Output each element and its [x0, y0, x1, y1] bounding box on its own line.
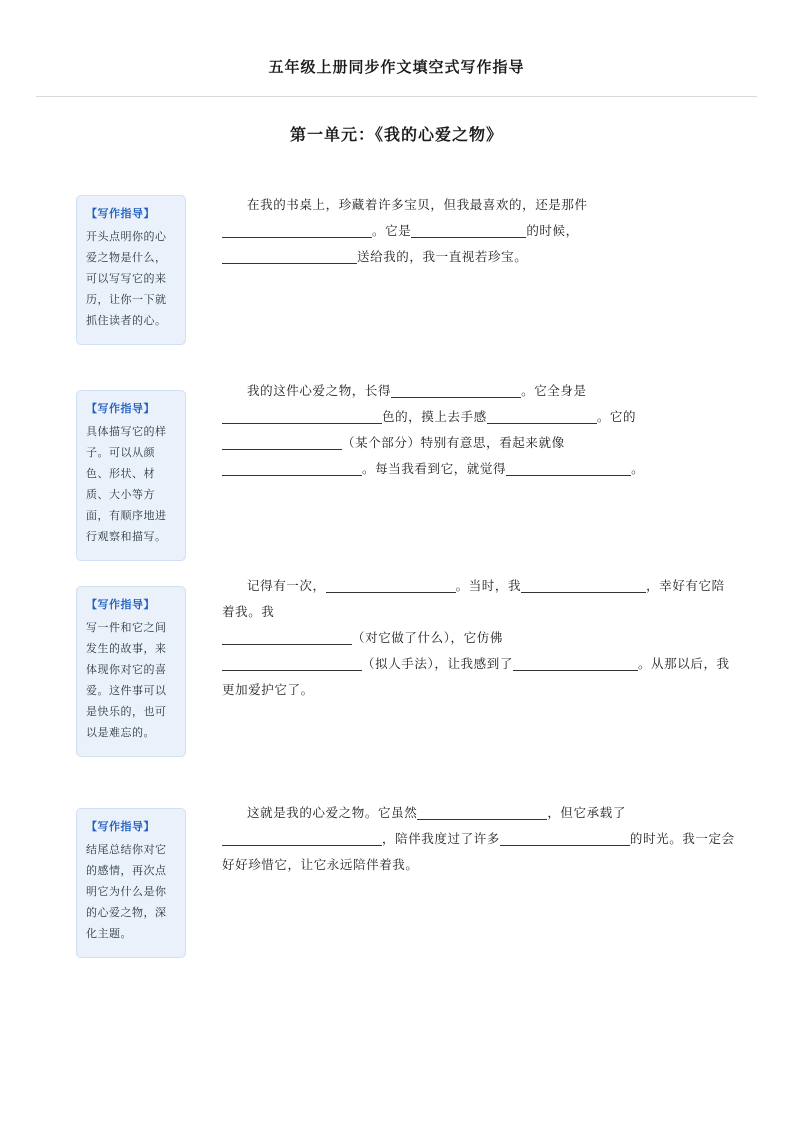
text-run: （对它做了什么），它仿佛 [352, 631, 503, 645]
text-run: 。它全身是 [521, 384, 587, 398]
tip-box-1 [76, 195, 186, 345]
text-run: 。它是 [372, 224, 412, 238]
title-divider [36, 96, 757, 97]
text-run: 记得有一次， [247, 579, 326, 593]
text-run: 。每当我看到它，就觉得 [362, 462, 507, 476]
unit-title: 第一单元：《我的心爱之物》 [289, 127, 503, 144]
fill-blank[interactable] [487, 406, 597, 424]
text-run: ，但它承载了 [547, 806, 626, 820]
text-run: ，幸好有它陪着我。我 [222, 579, 725, 619]
tip-head-2: 【写作指导】 [86, 403, 155, 415]
tip-body-2: 具体描写它的样子。可以从颜色、形状、材质、大小等方面，有顺序地进行观察和描写。 [86, 426, 167, 543]
fill-blank[interactable] [222, 406, 382, 424]
text-run: （拟人手法），让我感到了 [362, 657, 513, 671]
body-text-1 [222, 192, 737, 270]
tip-head-1: 【写作指导】 [86, 208, 155, 220]
text-run: 色的，摸上去手感 [382, 410, 487, 424]
fill-blank[interactable] [411, 220, 526, 238]
fill-blank[interactable] [222, 220, 372, 238]
fill-blank[interactable] [222, 458, 362, 476]
fill-blank[interactable] [222, 246, 357, 264]
fill-blank[interactable] [417, 802, 547, 820]
fill-blank[interactable] [500, 828, 630, 846]
text-run: （某个部分）特别有意思，看起来就像 [342, 436, 565, 450]
fill-blank[interactable] [521, 575, 646, 593]
fill-blank[interactable] [222, 627, 352, 645]
tip-box-2 [76, 390, 186, 561]
text-run: 。当时，我 [455, 579, 522, 593]
text-run: 。它的 [596, 410, 637, 424]
tip-body-3: 写一件和它之间发生的故事，来体现你对它的喜爱。这件事可以是快乐的，也可以是难忘的。 [86, 622, 167, 739]
text-run: 送给我的，我一直视若珍宝。 [357, 250, 528, 264]
text-run: ，陪伴我度过了许多 [382, 832, 500, 846]
fill-blank[interactable] [506, 458, 631, 476]
tip-head-3: 【写作指导】 [86, 599, 155, 611]
text-run: 我的这件心爱之物，长得 [247, 384, 392, 398]
fill-blank[interactable] [326, 575, 456, 593]
page-title: 五年级上册同步作文填空式写作指导 [268, 60, 525, 76]
text-run: 的时候， [526, 224, 579, 238]
text-run: 。从那以后，我更加爱护它了。 [222, 657, 730, 697]
body-text-2 [222, 378, 737, 482]
body-text-4 [222, 800, 737, 878]
tip-box-4 [76, 808, 186, 958]
text-run: 这就是我的心爱之物。它虽然 [247, 806, 418, 820]
fill-blank[interactable] [222, 828, 382, 846]
fill-blank[interactable] [222, 653, 362, 671]
fill-blank[interactable] [391, 380, 521, 398]
tip-head-4: 【写作指导】 [86, 821, 155, 833]
fill-blank[interactable] [513, 653, 638, 671]
text-run: 。 [631, 462, 645, 476]
tip-body-4: 结尾总结你对它的感情，再次点明它为什么是你的心爱之物，深化主题。 [86, 844, 167, 940]
tip-body-1: 开头点明你的心爱之物是什么，可以写写它的来历，让你一下就抓住读者的心。 [86, 231, 167, 327]
tip-box-3 [76, 586, 186, 757]
text-run: 的时光。我一定会好好珍惜它，让它永远陪伴着我。 [222, 832, 735, 872]
text-run: 在我的书桌上，珍藏着许多宝贝，但我最喜欢的，还是那件 [247, 198, 588, 212]
fill-blank[interactable] [222, 432, 342, 450]
body-text-3 [222, 573, 737, 703]
